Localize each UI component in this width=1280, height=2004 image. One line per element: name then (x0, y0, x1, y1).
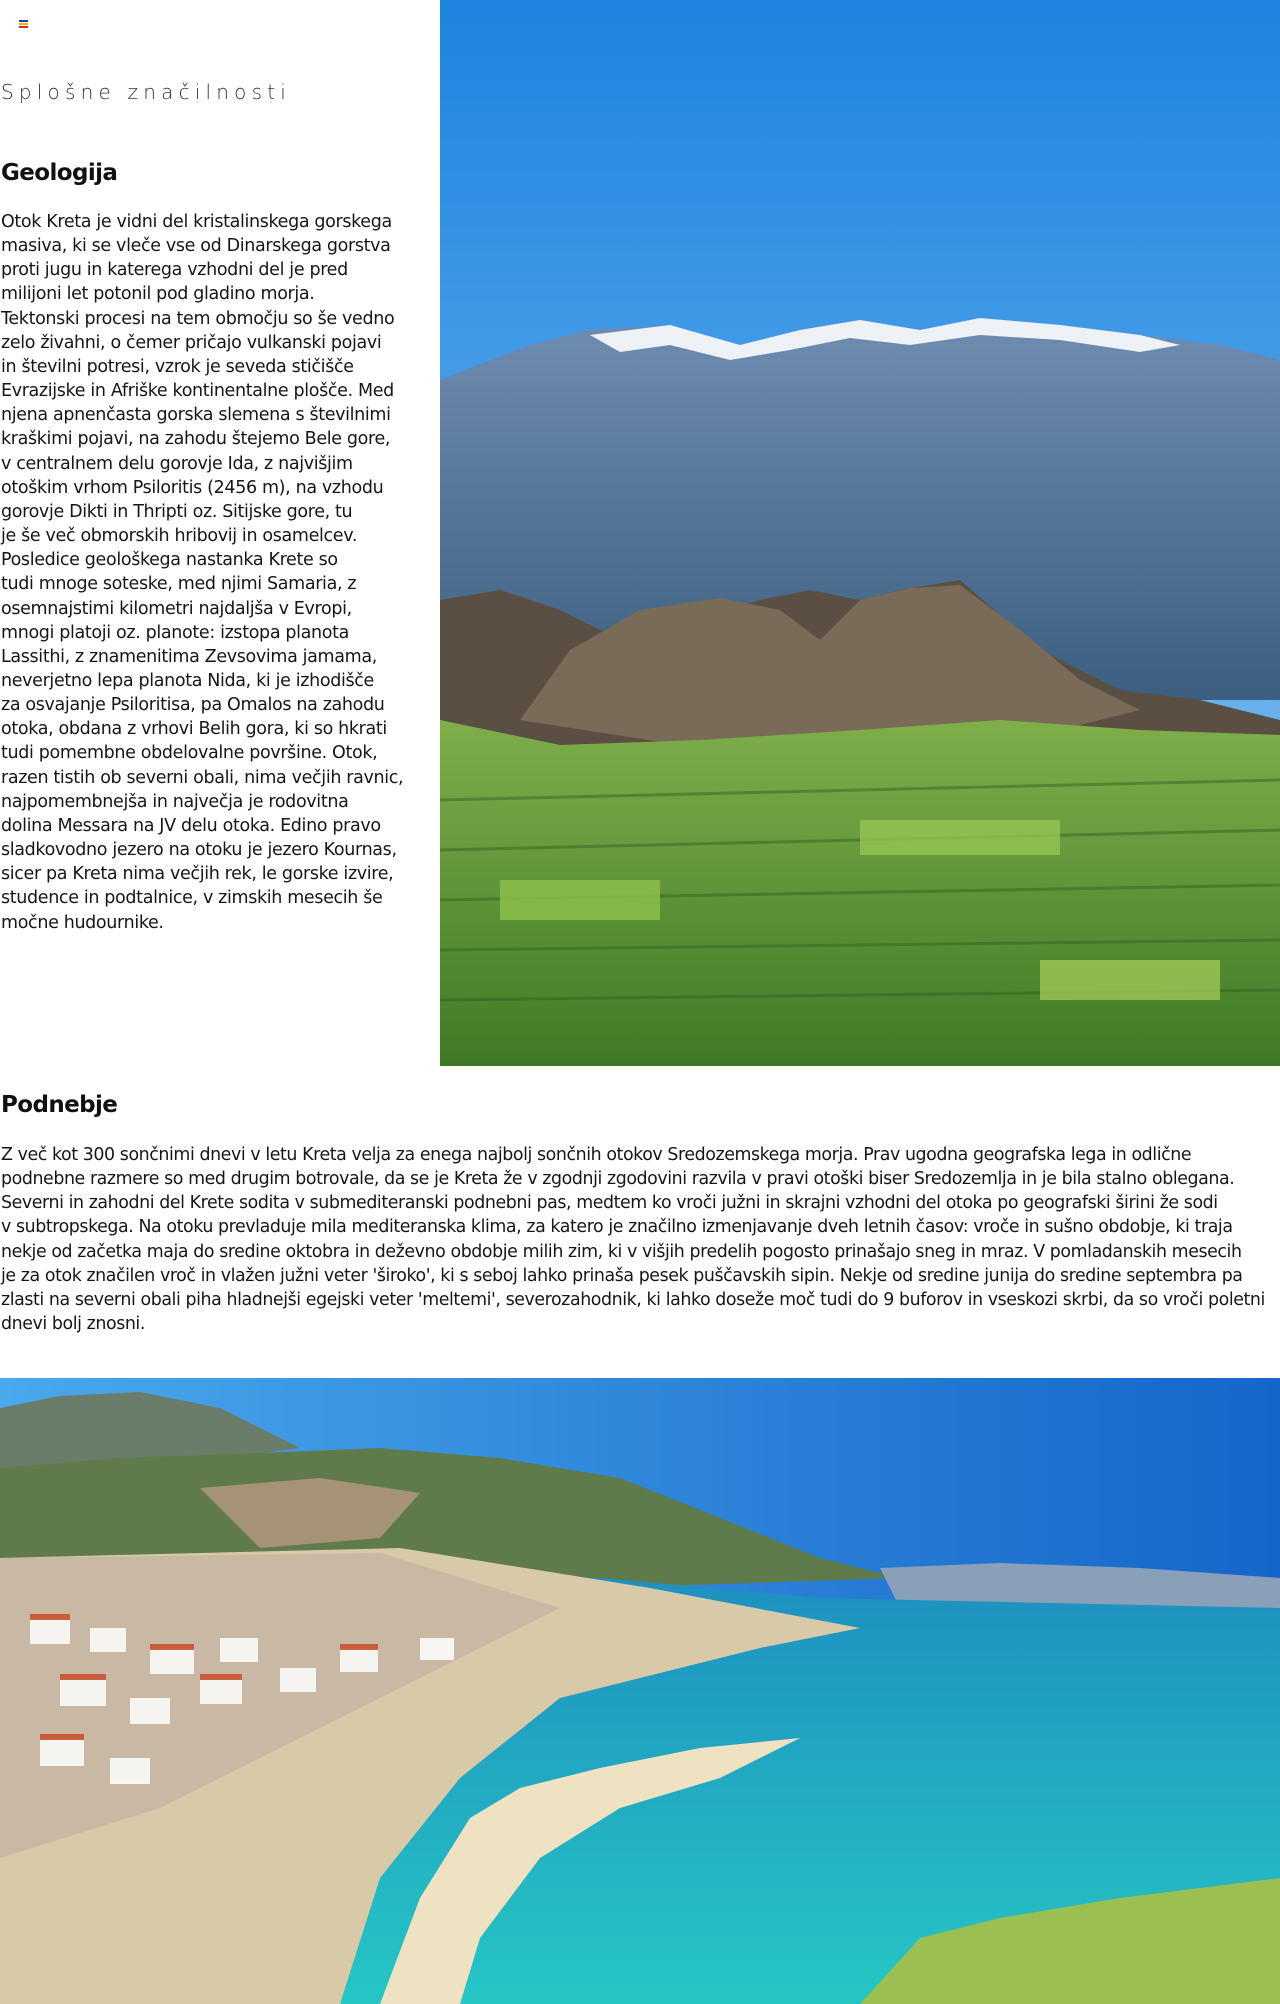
climate-heading: Podnebje (1, 1092, 118, 1118)
section-label: Splošne značilnosti (1, 80, 292, 104)
geology-text: Otok Kreta je vidni del kristalinskega gorskega masiva, ki se vleče vse od Dinarskega gorstva proti jugu in katerega vzhodni del je pred milijoni let potonil pod gladino morja. Tektonski procesi na tem območju so še vedno zelo živahni, o čemer pričajo vulkanski pojavi in številni potresi, vzrok je seveda stičišče Evrazijske in Afriške kontinentalne plošče. Med njena apnenčasta gorska slemena s številnimi kraškimi pojavi, na zahodu štejemo Bele gore, v centralnem delu gorovje Ida, z najvišjim otoškim vrhom Psiloritis (2456 m), na vzhodu gorovje Dikti in Thripti oz. Sitijske gore, tu je še več obmorskih hribovij in osamelcev. Posledice geološkega nastanka Krete so tudi mnoge soteske, med njimi Samaria, z osemnajstimi kilometri najdaljša v Evropi, mnogi platoji oz. planote: izstopa planota Lassithi, z znamenitima Zevsovima jamama, neverjetno lepa planota Nida, ki je izhodišče za osvajanje Psiloritisa, pa Omalos na zahodu otoka, obdana z vrhovi Belih gora, ki so hkrati tudi pomembne obdelovalne površine. Otok, razen tistih ob severni obali, nima večjih ravnic, najpomembnejša in največja je rodovitna dolina Messara na JV delu otoka. Edino pravo sladkovodno jezero na otoku je jezero Kournas, sicer pa Kreta nima večjih rek, le gorske izvire, studence in podtalnice, v zimskih mesecih še močne hudournike. (1, 212, 404, 933)
coastal-town-photo (0, 1378, 1280, 2004)
geology-heading: Geologija (1, 160, 118, 186)
language-flag-icon[interactable] (19, 20, 28, 27)
mountain-landscape-photo (440, 0, 1280, 1066)
climate-text: Z več kot 300 sončnimi dnevi v letu Kreta velja za enega najbolj sončnih otokov Sredozemskega morja. Prav ugodna geografska lega in odlične podnebne razmere so med drugim botrovale, da se je Kreta že v zgodnji zgodovini razvila v pravi otoški biser Sredozemlja in je bila stalno oblegana. Severni in zahodni del Krete sodita v submediteranski podnebni pas, medtem ko vroči južni in skrajni vzhodni del otoka po geografski širini že sodi v subtropskega. Na otoku prevladuje mila mediteranska klima, za katero je značilno izmenjavanje dveh letnih časov: vroče in sušno obdobje, ki traja nekje od začetka maja do sredine oktobra in deževno obdobje milih zim, ki v višjih predelih pogosto prinašajo sneg in mraz. V pomladanskih mesecih je za otok značilen vroč in vlažen južni veter 'široko', ki s seboj lahko prinaša pesek puščavskih sipin. Nekje od sredine junija do sredine septembra pa zlasti na severni obali piha hladnejši egejski veter 'meltemi', severozahodnik, ki lahko doseže moč tudi do 9 buforov in vseskozi skrbi, da so vroči poletni dnevi bolj znosni. (1, 1145, 1265, 1335)
